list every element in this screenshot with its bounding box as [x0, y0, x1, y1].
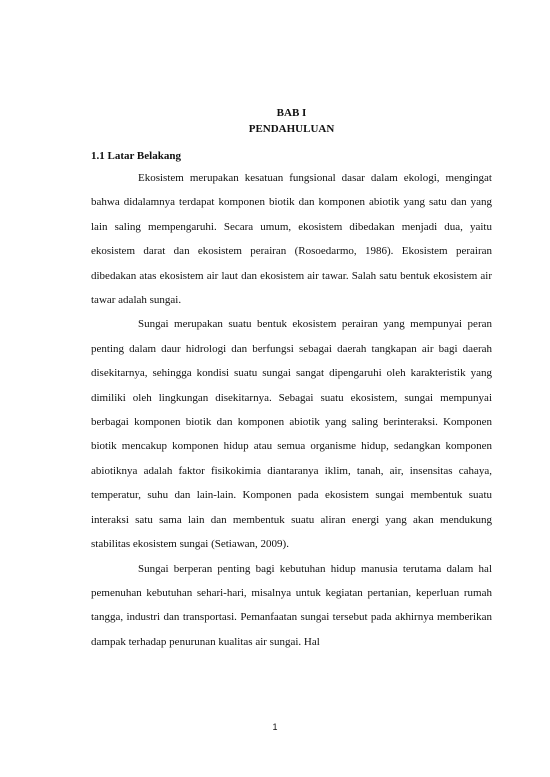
- paragraph: Sungai berperan penting bagi kebutuhan hidup manusia terutama dalam hal pemenuhan kebutuhan sehari-hari, misalnya untuk kegiatan pertanian, keperluan rumah tangga, industri dan transportasi. Pemanfaatan sungai tersebut pada akhirnya memberikan dampak terhadap penurunan kualitas air sungai. Hal: [91, 562, 492, 648]
- chapter-title: PENDAHULUAN: [248, 123, 335, 135]
- section-title: 1.1 Latar Belakang: [91, 150, 181, 162]
- paragraph: Sungai merupakan suatu bentuk ekosistem perairan yang mempunyai peran penting dalam daur hidrologi dan berfungsi sebagai daerah tangkapan air bagi daerah disekitarnya, sehingga kondisi suatu sungai sangat dipengaruhi oleh karakteristik yang dimiliki oleh lingkungan disekitarnya. Sebagai suatu ekosistem, sungai mempunyai berbagai komponen biotik dan komponen abiotik yang saling berinteraksi. Komponen biotik mencakup komponen hidup atau semua organisme hidup, sedangkan komponen abiotiknya adalah faktor fisikokimia diantaranya iklim, tanah, air, insensitas cahaya, temperatur, suhu dan lain-lain. Komponen pada ekosistem sungai membentuk suatu interaksi satu sama lain dan membentuk suatu aliran energi yang akan mendukung stabilitas ekosistem sungai (Setiawan, 2009).: [91, 318, 492, 551]
- paragraph: Ekosistem merupakan kesatuan fungsional dasar dalam ekologi, mengingat bahwa didalamnya terdapat komponen biotik dan komponen abiotik yang satu dan yang lain saling mempengaruhi. Secara umum, ekosistem dibedakan menjadi dua, yaitu ekosistem darat dan ekosistem perairan (Rosoedarmo, 1986). Ekosistem perairan dibedakan atas ekosistem air laut dan ekosistem air tawar. Salah satu bentuk ekosistem air tawar adalah sungai.: [91, 172, 492, 307]
- body-text: [91, 166, 492, 654]
- chapter-heading: BAB I: [276, 107, 307, 119]
- page-number: 1: [272, 722, 278, 732]
